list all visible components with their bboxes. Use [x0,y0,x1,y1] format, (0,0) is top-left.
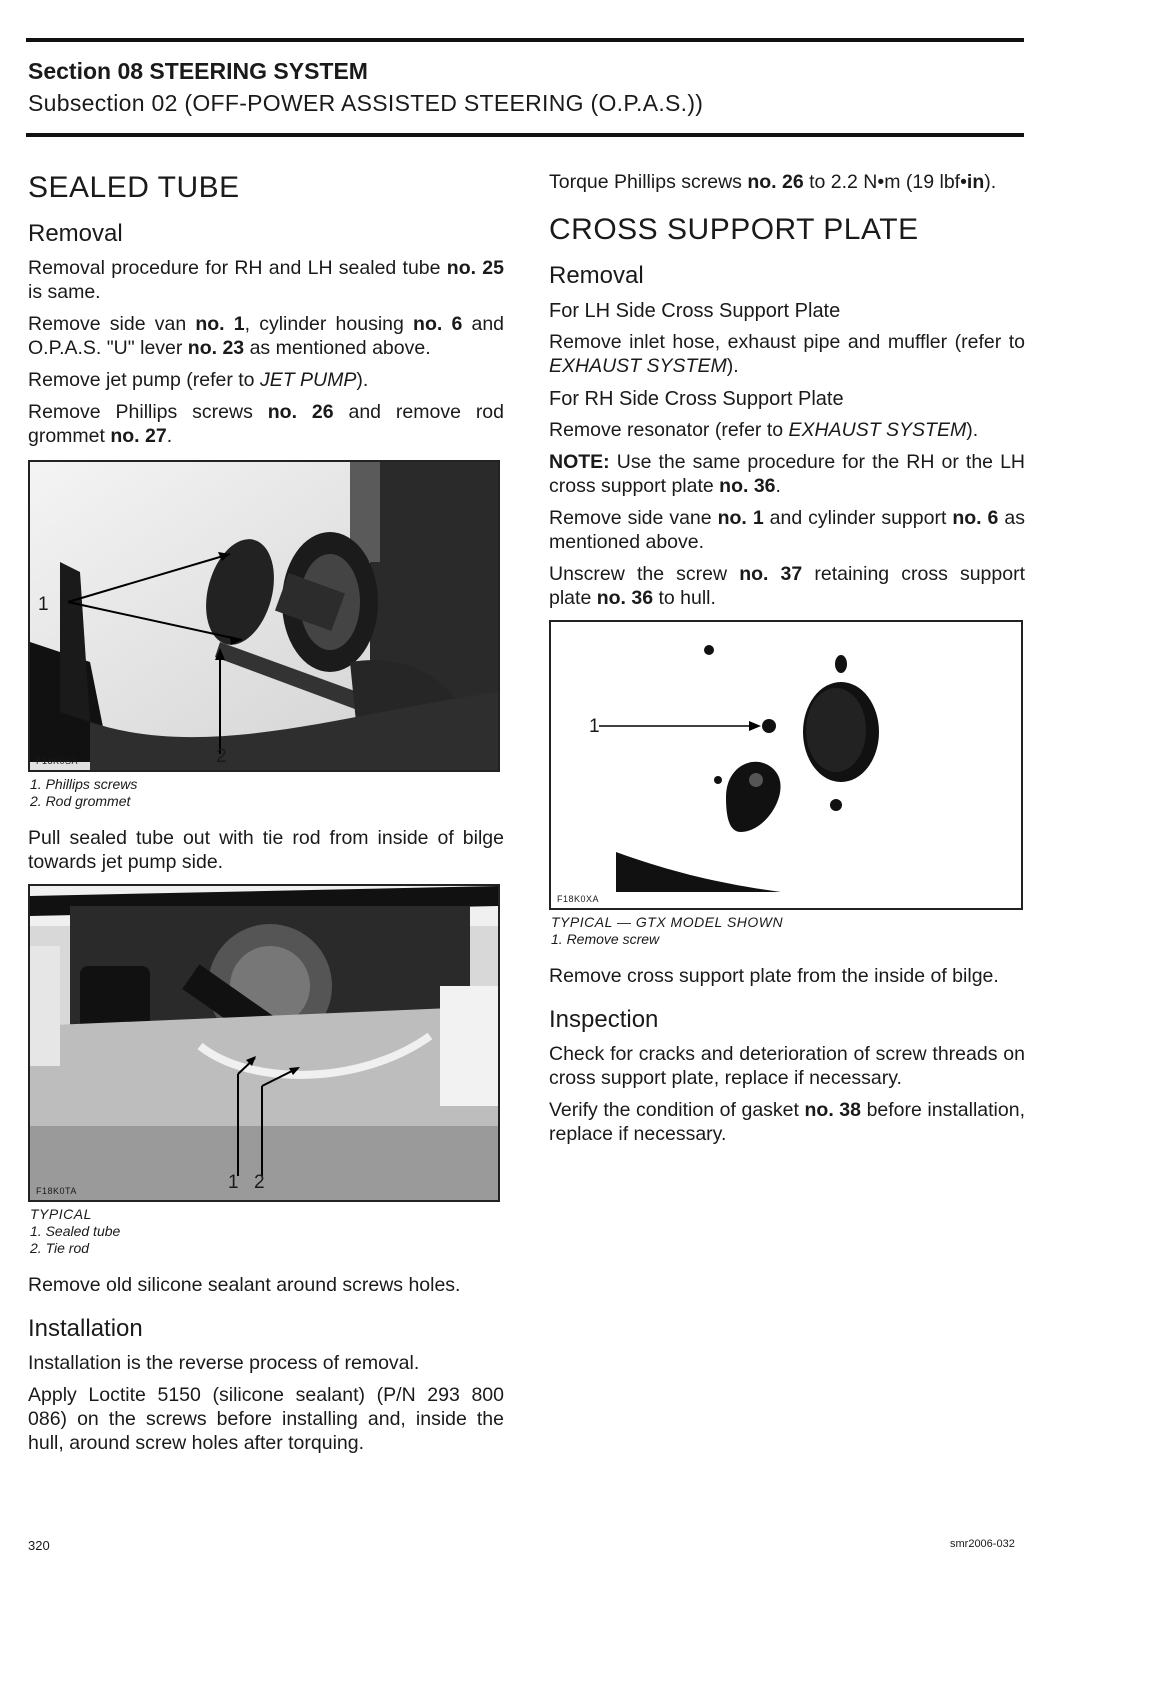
section-title: Section 08 STEERING SYSTEM [28,58,368,84]
legend-item: 2. Rod grommet [30,793,131,809]
paragraph: Remove cross support plate from the inside of bilge. [549,965,999,987]
figure-phillips-screws [28,460,500,772]
lh-side-heading: For LH Side Cross Support Plate [549,300,841,322]
left-column [28,170,504,1463]
figure-sealed-tube [28,884,500,1202]
photo-phillips-screws [30,462,498,770]
paragraph: Unscrew the screw no. 37 retaining cross support plate no. 36 to hull. [549,563,1025,609]
right-column [549,170,1025,1154]
callout-2: 2 [254,1172,265,1193]
sealed-tube-heading: SEALED TUBE [28,171,240,204]
legend-item: 2. Tie rod [30,1240,90,1256]
subsection-title: Subsection 02 (OFF-POWER ASSISTED STEERING (O.P.A.S.)) [28,90,704,116]
paragraph: Remove resonator (refer to EXHAUST SYSTEM). [549,419,979,441]
installation-heading: Installation [28,1315,143,1342]
figure-id: F18K0XA [557,894,600,904]
figure-id: F18K0TA [36,1186,77,1196]
legend-item: 1. Remove screw [551,931,660,947]
cross-support-plate-heading: CROSS SUPPORT PLATE [549,213,919,246]
paragraph: Check for cracks and deterioration of screw threads on cross support plate, replace if necessary. [549,1043,1025,1089]
document-code: smr2006-032 [950,1538,1015,1550]
page-number: 320 [28,1538,50,1553]
inspection-heading: Inspection [549,1006,659,1033]
callout-1: 1 [38,594,49,615]
figure-cross-support-plate [549,620,1023,910]
paragraph: Remove inlet hose, exhaust pipe and muffler (refer to EXHAUST SYSTEM). [549,331,1025,377]
removal-heading: Removal [549,262,644,289]
note-paragraph: NOTE: Use the same procedure for the RH or the LH cross support plate no. 36. [549,451,1025,497]
paragraph: Remove jet pump (refer to JET PUMP). [28,369,369,391]
figure-caption: TYPICAL [30,1206,92,1222]
paragraph: Torque Phillips screws no. 26 to 2.2 N•m (19 lbf•in). [549,171,997,193]
paragraph: Pull sealed tube out with tie rod from inside of bilge towards jet pump side. [28,827,504,873]
paragraph: Removal procedure for RH and LH sealed tube no. 25 is same. [28,257,504,303]
photo-sealed-tube [30,886,498,1200]
figure-legend [30,1206,504,1257]
paragraph: Remove Phillips screws no. 26 and remove rod grommet no. 27. [28,401,504,447]
paragraph: Verify the condition of gasket no. 38 before installation, replace if necessary. [549,1099,1025,1145]
paragraph: Remove side vane no. 1 and cylinder support no. 6 as mentioned above. [549,507,1025,553]
header-bottom-rule [26,133,1024,137]
figure-legend [551,914,1025,948]
paragraph: Remove old silicone sealant around screws holes. [28,1274,461,1296]
paragraph: Remove side van no. 1, cylinder housing no. 6 and O.P.A.S. "U" lever no. 23 as mentioned above. [28,313,505,359]
figure-id: F18K0SA [36,756,79,766]
photo-cross-support-plate [551,622,1021,908]
paragraph: Apply Loctite 5150 (silicone sealant) (P/N 293 800 086) on the screws before installing and, inside the hull, around screw holes after torquing. [28,1384,504,1454]
callout-1: 1 [589,716,600,737]
callout-1: 1 [228,1172,239,1193]
rh-side-heading: For RH Side Cross Support Plate [549,388,844,410]
header-top-rule [26,38,1024,42]
figure-caption: TYPICAL — GTX MODEL SHOWN [551,914,784,930]
figure-legend [30,776,504,810]
legend-item: 1. Sealed tube [30,1223,121,1239]
removal-heading: Removal [28,220,123,247]
callout-2: 2 [216,746,227,767]
paragraph: Installation is the reverse process of removal. [28,1352,420,1374]
legend-item: 1. Phillips screws [30,776,138,792]
